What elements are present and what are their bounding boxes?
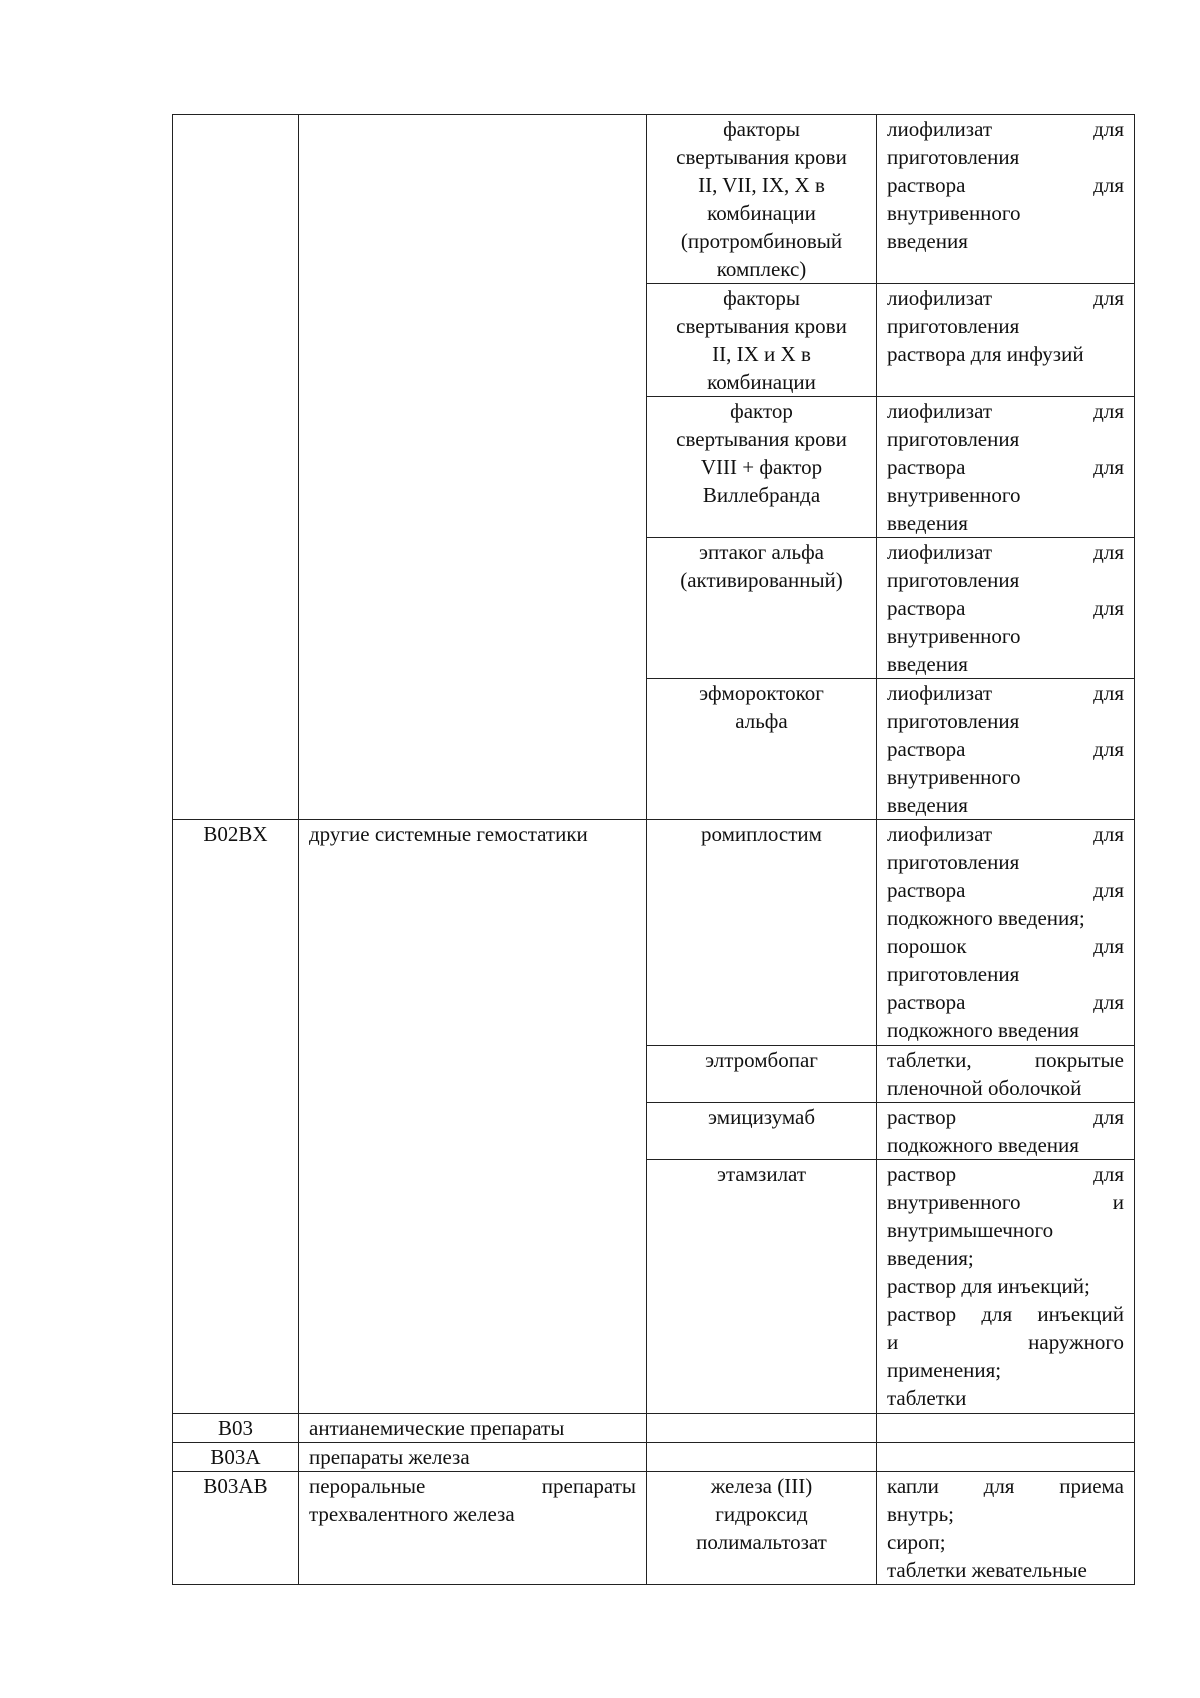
dosage-form-line: применения; bbox=[887, 1358, 1002, 1382]
dosage-form-line: внутрь; bbox=[887, 1502, 954, 1526]
dosage-form-line: порошок для bbox=[887, 934, 1124, 958]
drug-name-line: фактор bbox=[730, 399, 793, 423]
dosage-form-line: раствора для инфузий bbox=[887, 342, 1084, 366]
dosage-form-line: капли для приема bbox=[887, 1474, 1124, 1498]
dosage-form-cell bbox=[877, 538, 1135, 679]
dosage-form-line: внутривенного bbox=[887, 201, 1021, 225]
dosage-form-line: внутримышечного bbox=[887, 1218, 1054, 1242]
drug-name-cell bbox=[647, 1103, 877, 1160]
drug-name-line: эмицизумаб bbox=[707, 1105, 816, 1129]
dosage-form-line: таблетки, покрытые bbox=[887, 1048, 1124, 1072]
dosage-form-cell bbox=[877, 1472, 1135, 1585]
drug-name-line: ромиплостим bbox=[701, 822, 822, 846]
dosage-form-cell bbox=[877, 679, 1135, 820]
drug-name-line: комплекс) bbox=[716, 257, 807, 281]
dosage-form-line: приготовления bbox=[887, 145, 1020, 169]
drug-name-cell bbox=[647, 397, 877, 538]
group-cell-empty bbox=[299, 115, 647, 820]
dosage-form-line: раствор для инъекций; bbox=[887, 1274, 1090, 1298]
dosage-form-line: введения bbox=[887, 793, 968, 817]
dosage-form-line: лиофилизат для bbox=[887, 681, 1124, 705]
group-name-line: другие системные гемостатики bbox=[309, 822, 588, 846]
dosage-form-line: пленочной оболочкой bbox=[887, 1076, 1082, 1100]
drug-name-line: Виллебранда bbox=[702, 483, 821, 507]
atc-code-cell bbox=[173, 820, 299, 1414]
drug-name-cell bbox=[647, 1472, 877, 1585]
dosage-form-line: раствор для инъекций bbox=[887, 1302, 1124, 1326]
dosage-form-cell bbox=[877, 1160, 1135, 1414]
dosage-form-cell bbox=[877, 820, 1135, 1046]
dosage-form-line: раствора для bbox=[887, 990, 1124, 1014]
drug-name-line: полимальтозат bbox=[696, 1530, 827, 1554]
atc-code-cell-empty bbox=[173, 115, 299, 820]
drug-name-cell bbox=[647, 679, 877, 820]
table-row bbox=[173, 1472, 1135, 1585]
drug-name-cell bbox=[647, 820, 877, 1046]
drug-name-line: свертывания крови bbox=[676, 145, 847, 169]
drug-name-line: факторы bbox=[723, 286, 800, 310]
drug-name-cell bbox=[647, 284, 877, 397]
dosage-form-line: приготовления bbox=[887, 427, 1020, 451]
atc-code: B03AB bbox=[203, 1474, 268, 1498]
dosage-form-line: приготовления bbox=[887, 568, 1020, 592]
drug-table bbox=[172, 114, 1135, 1585]
dosage-form-line: подкожного введения bbox=[887, 1133, 1079, 1157]
dosage-form-line: таблетки bbox=[887, 1386, 967, 1410]
dosage-form-line: раствора для bbox=[887, 596, 1124, 620]
table-row bbox=[173, 115, 1135, 284]
group-name-line: антианемические препараты bbox=[309, 1416, 565, 1440]
dosage-form-cell-empty bbox=[877, 1414, 1135, 1443]
group-cell bbox=[299, 1414, 647, 1443]
drug-name-cell-empty bbox=[647, 1443, 877, 1472]
dosage-form-line: лиофилизат для bbox=[887, 286, 1124, 310]
dosage-form-line: лиофилизат для bbox=[887, 540, 1124, 564]
dosage-form-line: раствора для bbox=[887, 455, 1124, 479]
dosage-form-line: введения bbox=[887, 511, 968, 535]
dosage-form-line: раствора для bbox=[887, 878, 1124, 902]
dosage-form-cell bbox=[877, 284, 1135, 397]
drug-name-line: свертывания крови bbox=[676, 314, 847, 338]
dosage-form-line: введения bbox=[887, 652, 968, 676]
atc-code: B03 bbox=[217, 1416, 253, 1440]
dosage-form-cell-empty bbox=[877, 1443, 1135, 1472]
dosage-form-line: раствор для bbox=[887, 1162, 1124, 1186]
drug-name-line: (активированный) bbox=[680, 568, 843, 592]
dosage-form-cell bbox=[877, 1046, 1135, 1103]
drug-name-line: альфа bbox=[735, 709, 788, 733]
table-row bbox=[173, 820, 1135, 1046]
group-cell bbox=[299, 1472, 647, 1585]
drug-name-line: II, VII, IX, X в bbox=[698, 173, 825, 197]
drug-name-line: свертывания крови bbox=[676, 427, 847, 451]
dosage-form-line: сироп; bbox=[887, 1530, 946, 1554]
drug-name-cell bbox=[647, 115, 877, 284]
atc-code-cell bbox=[173, 1472, 299, 1585]
atc-code: B02BX bbox=[203, 822, 268, 846]
dosage-form-line: подкожного введения bbox=[887, 1018, 1079, 1042]
drug-name-line: эптаког альфа bbox=[699, 540, 824, 564]
drug-name-line: элтромбопаг bbox=[705, 1048, 818, 1072]
dosage-form-line: таблетки жевательные bbox=[887, 1558, 1087, 1582]
dosage-form-cell bbox=[877, 115, 1135, 284]
atc-code: B03A bbox=[210, 1445, 261, 1469]
dosage-form-line: лиофилизат для bbox=[887, 822, 1124, 846]
drug-name-line: железа (III) bbox=[710, 1474, 813, 1498]
dosage-form-line: внутривенного bbox=[887, 483, 1021, 507]
drug-name-line: комбинации bbox=[707, 201, 816, 225]
group-name-line: трехвалентного железа bbox=[309, 1502, 515, 1526]
dosage-form-line: и наружного bbox=[887, 1330, 1124, 1354]
dosage-form-line: внутривенного bbox=[887, 765, 1021, 789]
dosage-form-cell bbox=[877, 1103, 1135, 1160]
group-cell bbox=[299, 820, 647, 1414]
table-row bbox=[173, 1414, 1135, 1443]
group-name-line: препараты железа bbox=[309, 1445, 470, 1469]
drug-name-line: II, IX и X в bbox=[712, 342, 811, 366]
drug-name-line: комбинации bbox=[707, 370, 816, 394]
dosage-form-line: внутривенного и bbox=[887, 1190, 1124, 1214]
dosage-form-line: лиофилизат для bbox=[887, 399, 1124, 423]
drug-name-cell-empty bbox=[647, 1414, 877, 1443]
dosage-form-line: введения bbox=[887, 229, 968, 253]
dosage-form-line: приготовления bbox=[887, 850, 1020, 874]
drug-name-line: (протромбиновый bbox=[680, 229, 843, 253]
dosage-form-line: подкожного введения; bbox=[887, 906, 1085, 930]
drug-name-cell bbox=[647, 1160, 877, 1414]
dosage-form-line: введения; bbox=[887, 1246, 974, 1270]
drug-name-line: этамзилат bbox=[716, 1162, 807, 1186]
group-cell bbox=[299, 1443, 647, 1472]
dosage-form-line: приготовления bbox=[887, 709, 1020, 733]
atc-code-cell bbox=[173, 1414, 299, 1443]
drug-name-cell bbox=[647, 538, 877, 679]
table-row bbox=[173, 1443, 1135, 1472]
atc-code-cell bbox=[173, 1443, 299, 1472]
dosage-form-line: раствора для bbox=[887, 737, 1124, 761]
dosage-form-line: внутривенного bbox=[887, 624, 1021, 648]
drug-name-line: VIII + фактор bbox=[700, 455, 823, 479]
drug-name-line: гидроксид bbox=[715, 1502, 808, 1526]
drug-name-cell bbox=[647, 1046, 877, 1103]
dosage-form-line: раствор для bbox=[887, 1105, 1124, 1129]
dosage-form-line: приготовления bbox=[887, 314, 1020, 338]
dosage-form-line: приготовления bbox=[887, 962, 1020, 986]
dosage-form-cell bbox=[877, 397, 1135, 538]
group-name-line: пероральные препараты bbox=[309, 1474, 636, 1498]
drug-name-line: факторы bbox=[723, 117, 800, 141]
dosage-form-line: раствора для bbox=[887, 173, 1124, 197]
dosage-form-line: лиофилизат для bbox=[887, 117, 1124, 141]
drug-name-line: эфмороктоког bbox=[699, 681, 824, 705]
